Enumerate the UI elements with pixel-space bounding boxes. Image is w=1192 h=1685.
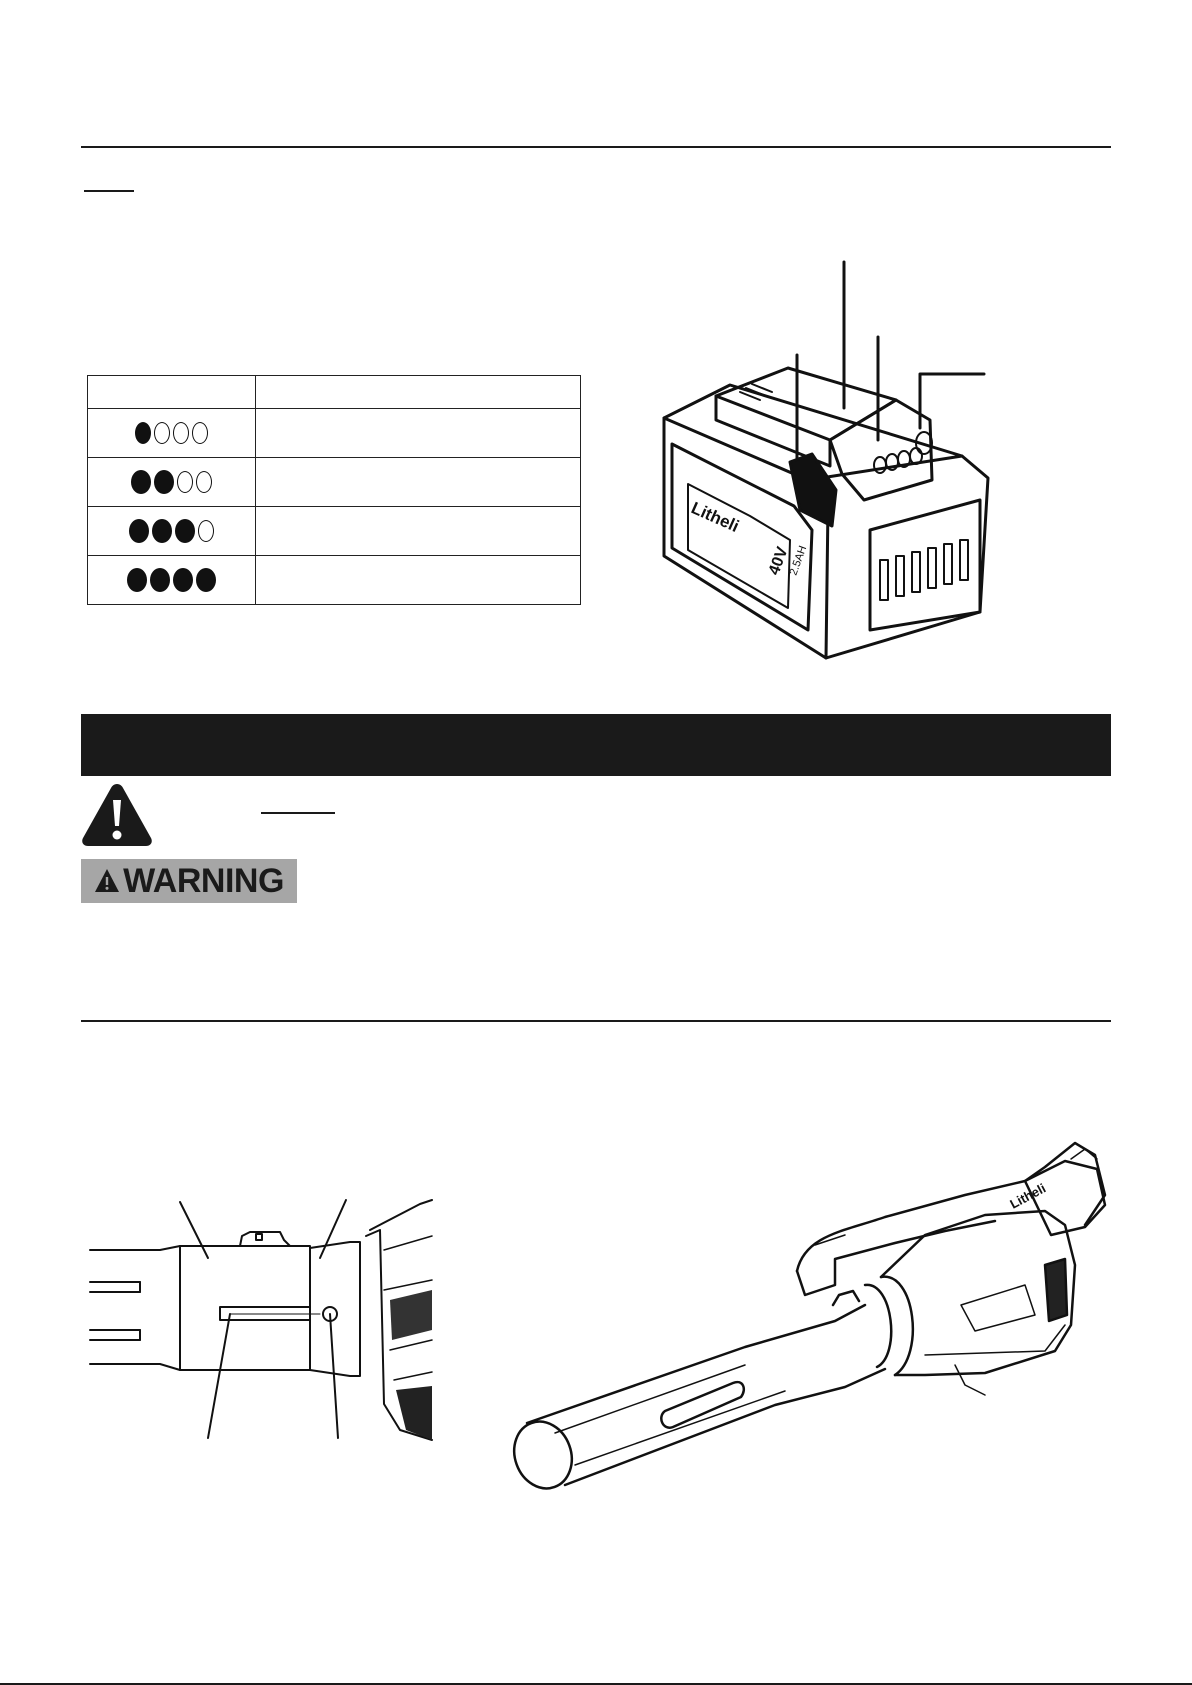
grille-slot: [912, 552, 920, 592]
grille-slot: [960, 540, 968, 580]
tube-latch: [240, 1232, 290, 1246]
callout-line-pin: [330, 1314, 338, 1438]
battery-top-cap: [716, 368, 896, 440]
pack-brand: Litheli: [688, 498, 742, 537]
blower-handle: [797, 1143, 1105, 1271]
warning-label: WARNING: [123, 862, 284, 900]
pack-capacity: 2.5AH: [787, 544, 810, 578]
pack-voltage: 40V: [765, 544, 792, 578]
warning-badge: [81, 859, 297, 903]
grille-slot: [928, 548, 936, 588]
lower-section-rule: [81, 1020, 1111, 1022]
warning-small-icon: [94, 868, 120, 894]
callout-line-slot: [208, 1314, 230, 1438]
section-banner: [81, 714, 1111, 776]
grille-slot: [944, 544, 952, 584]
callout-line-tube: [180, 1202, 208, 1258]
warning-underline: [261, 812, 335, 814]
pack-light: [910, 448, 922, 464]
tube-connection-illustration: [80, 1190, 432, 1450]
grille-slot: [880, 560, 888, 600]
tube-top-edge: [527, 1305, 865, 1423]
battery-pack-illustration: [0, 0, 1192, 700]
blower-brand: Litheli: [1007, 1180, 1049, 1212]
tube-latch: [833, 1291, 859, 1305]
grille-slot: [896, 556, 904, 596]
warning-triangle-icon: [80, 782, 154, 848]
callout-line-latch: [320, 1200, 346, 1258]
leaf-blower-illustration: [505, 1155, 1115, 1495]
pack-light: [874, 457, 886, 473]
